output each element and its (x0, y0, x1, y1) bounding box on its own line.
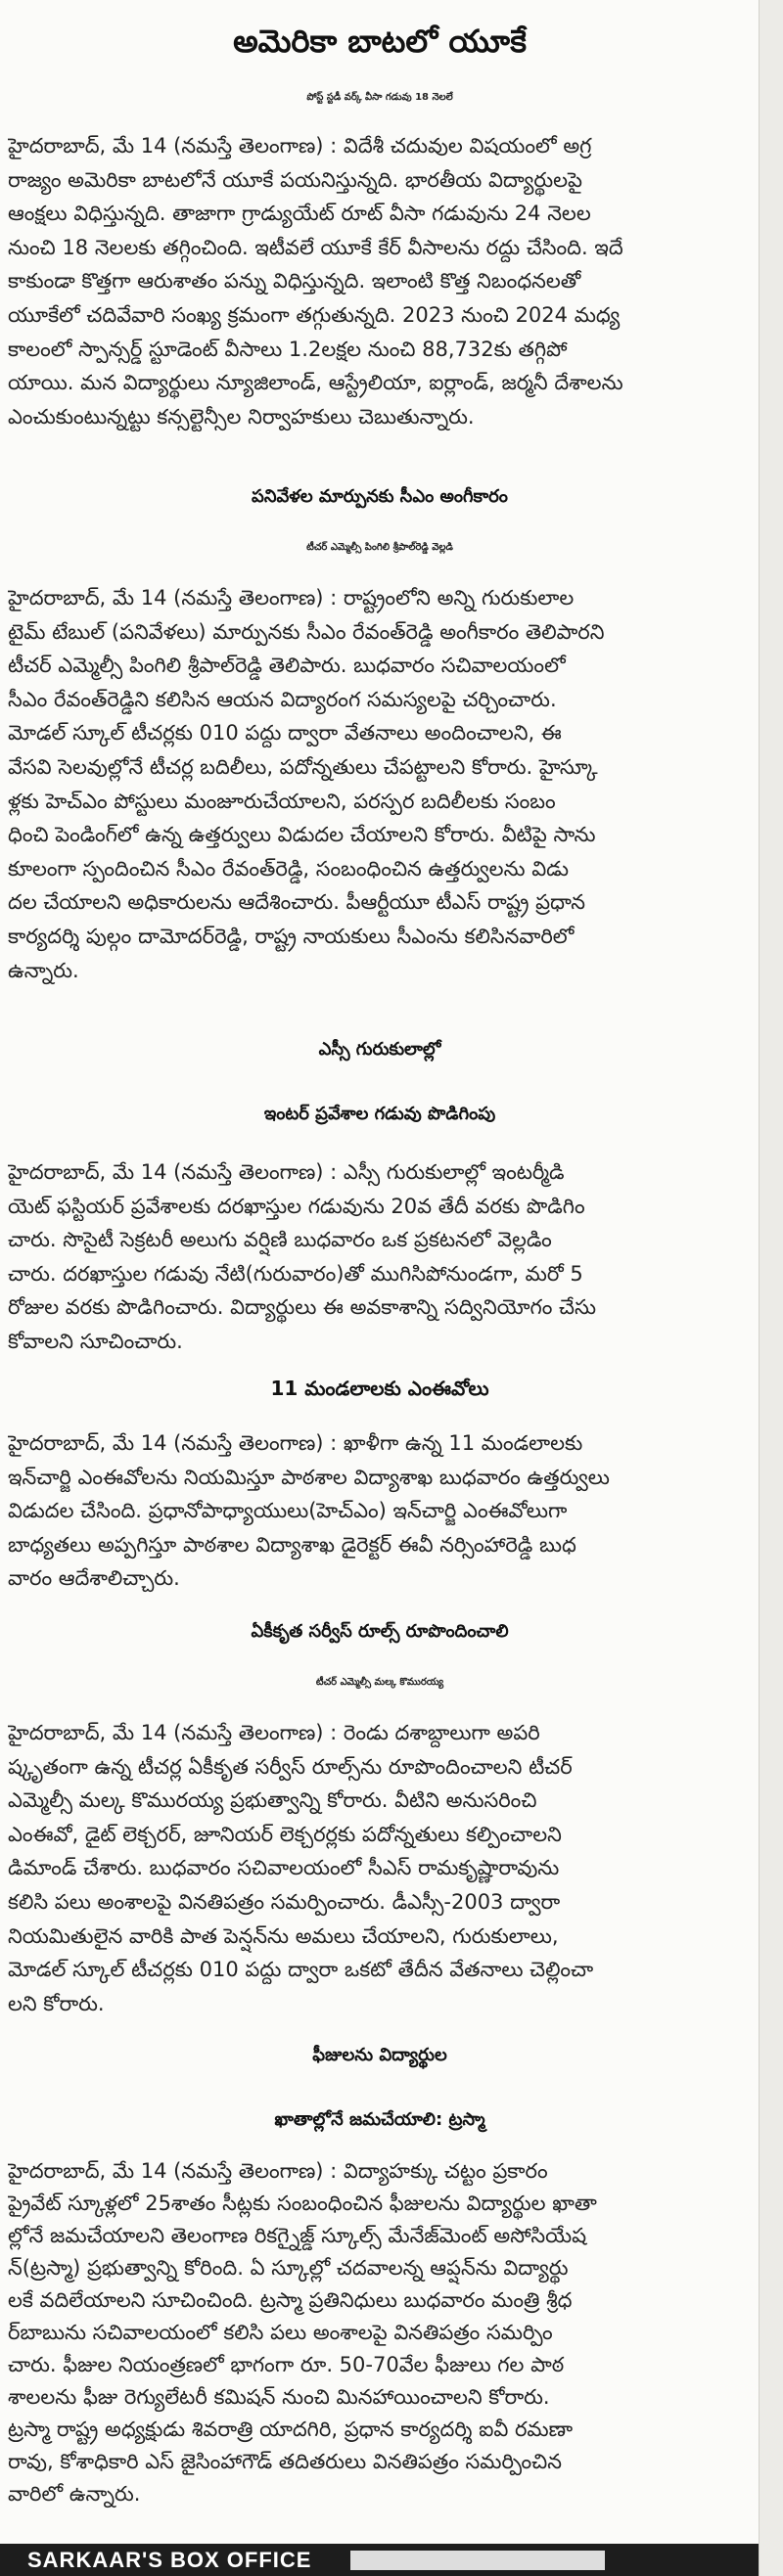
article-body (0, 1716, 760, 2020)
body-line: రావు, కోశాధికారి ఎస్ జైసింహాగౌడ్ తదితరులు వినతిపత్రం సమర్పించిన (8, 2450, 563, 2473)
headline: పనివేళల మార్పునకు సీఎం అంగీకారం (252, 486, 508, 507)
body-line: హైదరాబాద్, మే 14 (నమస్తే తెలంగాణ) : విద్యాహక్కు చట్టం ప్రకారం (8, 2159, 548, 2183)
headline: అమెరికా బాటలో యూకే (233, 23, 527, 60)
body-line: చారు. ఫీజుల నియంత్రణలో భాగంగా రూ. 50-70వేల ఫీజులు గల పాఠ (8, 2353, 565, 2376)
headline: 11 మండలాలకు ఎంఈవోలు (270, 1377, 489, 1400)
body-line: వారం ఆదేశాలిచ్చారు. (8, 1566, 180, 1591)
headline: ఏకీకృత సర్వీస్ రూల్స్ రూపొందించాలి (251, 1621, 509, 1642)
body-line: ఎమ్మెల్సీ మల్క కొమురయ్య ప్రభుత్వాన్ని కోరారు. వీటిని అనుసరించి (8, 1788, 537, 1813)
body-line: ఎంచుకుంటున్నట్టు కన్సల్టెన్సీల నిర్వాహకులు చెబుతున్నారు. (8, 404, 475, 429)
body-line: న్(ట్రస్మా) ప్రభుత్వాన్ని కోరింది. ఏ స్కూల్లో చదవాలన్న ఆప్షన్‌ను విద్యార్థు (8, 2256, 569, 2280)
body-line: హైదరాబాద్, మే 14 (నమస్తే తెలంగాణ) : ఎస్సీ గురుకులాల్లో ఇంటర్మీడి (8, 1160, 565, 1184)
body-line: లకే వదిలేయాలని సూచించింది. ట్రస్మా ప్రతినిధులు బుధవారం మంత్రి శ్రీధ (8, 2288, 573, 2312)
article-body (0, 581, 760, 987)
body-line: ష్కృతంగా ఉన్న టీచర్ల ఏకీకృత సర్వీస్ రూల్స్‌ను రూపొందించాలని టీచర్ (8, 1754, 573, 1779)
headline-line-2: ఇంటర్ ప్రవేశాల గడువు పొడిగింపు (263, 1104, 496, 1124)
article-trusma-fees (0, 2028, 760, 2510)
body-line: డిమాండ్ చేశారు. బుధవారం సచివాలయంలో సీఎస్ రామకృష్ణారావును (8, 1856, 560, 1880)
body-line: హైదరాబాద్, మే 14 (నమస్తే తెలంగాణ) : ఖాళీగా ఉన్న 11 మండలాలకు (8, 1431, 583, 1455)
subheadline: టీచర్ ఎమ్మెల్సీ మల్క కొమురయ్య (315, 1677, 444, 1688)
body-line: ర్‌బాబును సచివాలయంలో కలిసి పలు అంశాలపై వినతిపత్రం సమర్పిం (8, 2321, 553, 2344)
body-line: ఉన్నారు. (8, 958, 79, 982)
body-line: ల్లోనే జమచేయాలని తెలంగాణ రికగ్నైజ్డ్ స్కూల్స్ మేనేజ్‌మెంట్ అసోసియేష (8, 2224, 587, 2247)
footer-redacted-block (350, 2551, 605, 2570)
article-body (0, 1426, 760, 1596)
body-line: కూలంగా స్పందించిన సీఎం రేవంత్‌రెడ్డి, సంబంధించిన ఉత్తర్వులను విడు (8, 856, 569, 881)
body-line: నియమితులైన వారికి పాత పెన్షన్‌ను అమలు చేయాలని, గురుకులాలు, (8, 1923, 559, 1948)
body-line: యెట్ ఫస్టియర్ ప్రవేశాలకు దరఖాస్తుల గడువును 20వ తేదీ వరకు పొడిగిం (8, 1194, 585, 1218)
headline-line-2: ఖాతాల్లోనే జమచేయాలి: ట్రస్మా (274, 2109, 485, 2130)
body-line: శాలలను ఫీజు రెగ్యులేటరీ కమిషన్ నుంచి మినహాయించాలని కోరారు. (8, 2385, 550, 2409)
body-line: చారు. దరఖాస్తుల గడువు నేటి(గురువారం)తో ముగిసిపోనుండగా, మరో 5 (8, 1261, 583, 1286)
body-line: ట్రస్మా రాష్ట్ర అధ్యక్షుడు శివరాత్రి యాదగిరి, ప్రధాన కార్యదర్శి ఐవీ రమణా (8, 2418, 574, 2441)
subheadline: టీచర్ ఎమ్మెల్సీ పింగిలి శ్రీపాల్‌రెడ్డి వెల్లడి (306, 542, 453, 553)
body-line: యూకేలో చదివేవారి సంఖ్య క్రమంగా తగ్గుతున్నది. 2023 నుంచి 2024 మధ్య (8, 302, 621, 327)
body-line: రాజ్యం అమెరికా బాటలోనే యూకే పయనిస్తున్నది. భారతీయ విద్యార్థులపై (8, 167, 582, 192)
article-body (0, 129, 760, 433)
body-line: కోవాలని సూచించారు. (8, 1329, 183, 1353)
body-line: ఆంక్షలు విధిస్తున్నది. తాజాగా గ్రాడ్యుయేట్ రూట్ వీసా గడువును 24 నెలల (8, 202, 591, 226)
body-line: చారు. సొసైటీ సెక్రటరీ అలుగు వర్షిణి బుధవారం ఒక ప్రకటనలో వెల్లడిం (8, 1228, 552, 1252)
footer-banner (0, 2544, 760, 2576)
article-body (0, 2155, 760, 2510)
article-meo-appointments (0, 1360, 760, 1596)
body-line: వేసవి సెలవుల్లోనే టీచర్ల బదిలీలు, పదోన్నతులు చేపట్టాలని కోరారు. హైస్కూ (8, 754, 598, 779)
footer-label: SARKAAR'S BOX OFFICE (27, 2547, 312, 2572)
subheadline: పోస్ట్ స్టడీ వర్క్ వీసా గడువు 18 నెలలే (306, 92, 453, 103)
body-line: హైదరాబాద్, మే 14 (నమస్తే తెలంగాణ) : విదేశీ చదువుల విషయంలో అగ్ర (8, 134, 592, 158)
body-line: మోడల్ స్కూల్ టీచర్లకు 010 పద్దు ద్వారా వేతనాలు అందించాలని, ఈ (8, 721, 562, 746)
body-line: టైమ్ టేబుల్ (పనివేళలు) మార్పునకు సీఎం రేవంత్‌రెడ్డి అంగీకారం తెలిపారని (8, 619, 605, 644)
headline: ఎస్సీ గురుకులాల్లో (318, 1039, 441, 1060)
body-line: ప్రైవేట్ స్కూళ్లలో 25శాతం సీట్లకు సంబంధించిన ఫీజులను విద్యార్థుల ఖాతా (8, 2192, 597, 2215)
body-line: కలిసి పలు అంశాలపై వినతిపత్రం సమర్పించారు. డీఎస్సీ-2003 ద్వారా (8, 1889, 561, 1914)
article-uk-visa (0, 8, 760, 433)
body-line: ధించి పెండింగ్‌లో ఉన్న ఉత్తర్వులు విడుదల చేయాలని కోరారు. వీటిపై సాను (8, 823, 596, 847)
body-line: యాయి. మన విద్యార్థులు న్యూజిలాండ్, ఆస్ట్రేలియా, ఐర్లాండ్, జర్మనీ దేశాలను (8, 371, 623, 395)
article-gurukul-timings (0, 470, 760, 987)
body-line: దల చేయాలని అధికారులను ఆదేశించారు. పీఆర్టీయూ టీఎస్ రాష్ట్ర ప్రధాన (8, 890, 585, 915)
body-line: కార్యదర్శి పుల్గం దామోదర్‌రెడ్డి, రాష్ట్ర నాయకులు సీఎంను కలిసినవారిలో (8, 924, 575, 948)
body-line: బాధ్యతలు అప్పగిస్తూ పాఠశాల విద్యాశాఖ డైరెక్టర్ ఈవీ నర్సింహారెడ్డి బుధ (8, 1532, 576, 1557)
body-line: హైదరాబాద్, మే 14 (నమస్తే తెలంగాణ) : రాష్ట్రంలోని అన్ని గురుకులాల (8, 586, 575, 610)
body-line: వారిలో ఉన్నారు. (8, 2482, 141, 2506)
headline: ఫీజులను విద్యార్థుల (312, 2045, 447, 2065)
adjacent-column-edge (759, 0, 783, 2576)
body-line: ళ్లకు హెచ్ఎం పోస్టులు మంజూరుచేయాలని, పరస్పర బదిలీలకు సంబం (8, 789, 556, 813)
body-line: రోజుల వరకు పొడిగించారు. విద్యార్థులు ఈ అవకాశాన్ని సద్వినియోగం చేసు (8, 1295, 597, 1320)
body-line: విడుదల చేసింది. ప్రధానోపాధ్యాయులు(హెచ్ఎం) ఇన్‌చార్జి ఎంఈవోలుగా (8, 1499, 568, 1523)
body-line: సీఎం రేవంత్‌రెడ్డిని కలిసిన ఆయన విద్యారంగ సమస్యలపై చర్చించారు. (8, 687, 557, 711)
body-line: మోడల్ స్కూల్ టీచర్లకు 010 పద్దు ద్వారా ఒకటో తేదీన వేతనాలు చెల్లించా (8, 1958, 594, 1982)
article-service-rules (0, 1604, 760, 2020)
article-body (0, 1155, 760, 1359)
body-line: ఎంఈవో, డైట్ లెక్చరర్, జూనియర్ లెక్చరర్లకు పదోన్నతులు కల్పించాలని (8, 1822, 562, 1846)
body-line: హైదరాబాద్, మే 14 (నమస్తే తెలంగాణ) : రెండు దశాబ్దాలుగా అపరి (8, 1721, 540, 1744)
body-line: టీచర్ ఎమ్మెల్సీ పింగిలి శ్రీపాల్‌రెడ్డి తెలిపారు. బుధవారం సచివాలయంలో (8, 654, 566, 678)
body-line: కాకుండా కొత్తగా ఆరుశాతం పన్ను విధిస్తున్నది. ఇలాంటి కొత్త నిబంధనలతో (8, 269, 581, 294)
body-line: ఇన్‌చార్జి ఎంఈవోలను నియమిస్తూ పాఠశాల విద్యాశాఖ బుధవారం ఉత్తర్వులు (8, 1465, 610, 1489)
body-line: నుంచి 18 నెలలకు తగ్గించింది. ఇటీవలే యూకే కేర్ వీసాలను రద్దు చేసింది. ఇదే (8, 235, 623, 259)
body-line: కాలంలో స్పాన్సర్డ్ స్టూడెంట్ వీసాలు 1.2లక్షల నుంచి 88,732కు తగ్గిపో (8, 337, 568, 361)
body-line: లని కోరారు. (8, 1991, 105, 2015)
article-sc-gurukul-inter (0, 1022, 760, 1359)
